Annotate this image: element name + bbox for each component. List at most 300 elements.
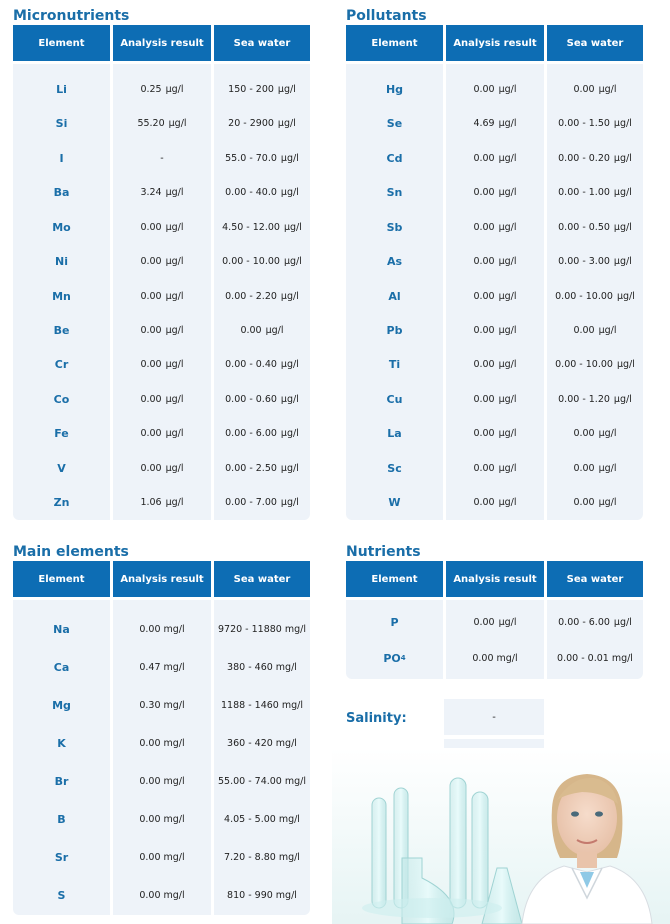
sea-water-cell <box>547 417 643 451</box>
sea-water-value: 4.05 - 5.00 mg/l <box>224 814 300 826</box>
sea-water-value: 0.00 <box>573 325 595 337</box>
sea-water-value: 360 - 420 mg/l <box>227 737 297 749</box>
sea-water-unit: µg/l <box>277 118 296 130</box>
element-symbol-text: Co <box>53 392 70 406</box>
element-symbol <box>13 175 110 209</box>
header-analysis: Analysis result <box>446 561 544 597</box>
sea-water-value: 380 - 460 mg/l <box>227 661 297 673</box>
analysis-unit: µg/l <box>165 462 184 474</box>
analysis-value: 0.25 <box>140 83 162 95</box>
analysis-unit: µg/l <box>498 393 517 405</box>
sea-water-unit: µg/l <box>280 187 299 199</box>
sea-water-unit: µg/l <box>283 256 302 268</box>
sea-water-cell <box>214 141 310 175</box>
analysis-value: 0.00 <box>140 256 162 268</box>
element-symbol-text: I <box>59 151 64 165</box>
nutrients-table <box>346 561 643 679</box>
header-element: Element <box>13 25 110 61</box>
header-sea-water: Sea water <box>214 561 310 597</box>
element-symbol-text: Hg <box>385 82 404 96</box>
sea-water-unit: µg/l <box>613 152 632 164</box>
sea-water-value: 0.00 <box>573 497 595 509</box>
analysis-unit: µg/l <box>498 256 517 268</box>
sea-water-cell <box>214 382 310 416</box>
analysis-value: 0.00 mg/l <box>139 852 185 864</box>
sea-water-cell <box>547 604 643 640</box>
analysis-value: 0.00 <box>140 359 162 371</box>
element-symbol <box>346 175 443 209</box>
element-symbol-text: Al <box>388 289 401 303</box>
element-symbol <box>13 610 110 648</box>
analysis-value: 0.00 <box>473 393 495 405</box>
sea-water-cell <box>214 72 310 106</box>
analysis-result-cell <box>446 313 544 347</box>
element-symbol-text: Sr <box>54 851 69 865</box>
analysis-result-cell <box>113 839 211 877</box>
analysis-result-cell <box>446 348 544 382</box>
sea-water-value: 55.00 - 74.00 mg/l <box>217 776 306 788</box>
analysis-result-cell <box>113 801 211 839</box>
sea-water-cell <box>547 640 643 676</box>
element-symbol <box>346 417 443 451</box>
analysis-result-cell <box>446 451 544 485</box>
table-body <box>13 64 310 520</box>
table-header <box>346 561 643 597</box>
element-symbol <box>13 801 110 839</box>
sea-water-cell <box>547 486 643 520</box>
analysis-unit: µg/l <box>498 462 517 474</box>
sea-water-cell <box>547 451 643 485</box>
analysis-result-cell <box>446 417 544 451</box>
sea-water-cell <box>214 610 310 648</box>
analysis-result-cell <box>113 382 211 416</box>
analysis-result-cell <box>113 763 211 801</box>
main-elements-title: Main elements <box>13 544 129 560</box>
sea-water-cell <box>547 313 643 347</box>
analysis-value: 3.24 <box>140 187 162 199</box>
element-symbol-text: Na <box>53 622 70 636</box>
element-symbol <box>13 313 110 347</box>
sea-water-unit: µg/l <box>265 325 284 337</box>
element-symbol-text: La <box>387 427 402 441</box>
analysis-value: 0.00 <box>473 497 495 509</box>
header-sea-water: Sea water <box>214 25 310 61</box>
sea-water-unit: µg/l <box>280 152 299 164</box>
element-symbol <box>13 877 110 915</box>
analysis-result-cell <box>113 175 211 209</box>
element-symbol-text: Mg <box>52 698 71 712</box>
analysis-value: 0.00 <box>473 83 495 95</box>
sea-water-unit: µg/l <box>283 221 302 233</box>
analysis-value: 1.06 <box>140 497 162 509</box>
sea-water-cell <box>547 175 643 209</box>
header-analysis: Analysis result <box>113 25 211 61</box>
element-symbol <box>13 486 110 520</box>
sea-water-unit: µg/l <box>598 428 617 440</box>
element-symbol-text: V <box>57 461 66 475</box>
element-symbol <box>346 486 443 520</box>
analysis-unit: µg/l <box>168 118 187 130</box>
sea-water-value: 0.00 - 7.00 <box>225 497 277 509</box>
analysis-result-cell <box>113 686 211 724</box>
sea-water-value: 0.00 - 10.00 <box>555 359 613 371</box>
element-symbol <box>13 210 110 244</box>
sea-water-value: 0.00 <box>573 83 595 95</box>
pollutants-section <box>346 7 643 517</box>
analysis-result-cell <box>113 417 211 451</box>
element-symbol-text: Sb <box>386 220 403 234</box>
element-symbol <box>346 382 443 416</box>
sea-water-value: 0.00 - 1.50 <box>558 118 610 130</box>
sea-water-unit: µg/l <box>277 83 296 95</box>
sea-water-unit: µg/l <box>616 359 635 371</box>
analysis-value: 0.00 mg/l <box>139 623 185 635</box>
analysis-result-cell <box>113 106 211 140</box>
analysis-value: 0.00 <box>140 290 162 302</box>
element-symbol-text: Sc <box>387 461 402 475</box>
element-symbol <box>13 382 110 416</box>
sea-water-cell <box>214 451 310 485</box>
element-symbol-text: Ni <box>55 255 68 269</box>
element-symbol-text: Se <box>386 117 403 131</box>
nutrients-title: Nutrients <box>346 544 421 560</box>
element-symbol <box>346 244 443 278</box>
sea-water-cell <box>547 279 643 313</box>
analysis-unit: µg/l <box>498 290 517 302</box>
analysis-value: 0.00 <box>140 221 162 233</box>
header-element: Element <box>346 561 443 597</box>
sea-water-unit: µg/l <box>598 83 617 95</box>
analysis-unit: µg/l <box>498 118 517 130</box>
sea-water-cell <box>547 106 643 140</box>
analysis-unit: µg/l <box>498 83 517 95</box>
header-sea-water: Sea water <box>547 561 643 597</box>
analysis-result-cell <box>446 244 544 278</box>
header-element: Element <box>346 25 443 61</box>
element-column <box>13 600 110 915</box>
analysis-unit: µg/l <box>165 187 184 199</box>
sea-water-column <box>547 600 643 679</box>
element-symbol <box>13 279 110 313</box>
element-symbol <box>346 106 443 140</box>
analysis-result-cell <box>113 313 211 347</box>
sea-water-value: 0.00 - 0.40 <box>225 359 277 371</box>
analysis-value: 0.00 <box>473 256 495 268</box>
sea-water-value: 0.00 - 0.20 <box>558 152 610 164</box>
element-symbol-text: Ca <box>53 660 70 674</box>
table-header <box>13 25 310 61</box>
sea-water-cell <box>547 382 643 416</box>
analysis-unit: µg/l <box>165 83 184 95</box>
analysis-value: 0.00 <box>473 325 495 337</box>
element-symbol <box>13 724 110 762</box>
analysis-unit: µg/l <box>498 497 517 509</box>
analysis-result-cell <box>446 279 544 313</box>
sea-water-value: 0.00 - 6.00 <box>225 428 277 440</box>
analysis-result-cell <box>113 244 211 278</box>
table-body <box>346 600 643 679</box>
analysis-value: 0.00 <box>473 152 495 164</box>
element-symbol <box>346 72 443 106</box>
header-sea-water: Sea water <box>547 25 643 61</box>
analysis-unit: µg/l <box>498 428 517 440</box>
sea-water-value: 0.00 - 10.00 <box>555 290 613 302</box>
analysis-result-cell <box>446 141 544 175</box>
analysis-value: 0.00 mg/l <box>139 890 185 902</box>
sea-water-cell <box>214 106 310 140</box>
sea-water-value: 150 - 200 <box>228 83 274 95</box>
element-symbol-text: Mn <box>52 289 71 303</box>
element-column <box>346 64 443 520</box>
analysis-result-cell <box>113 279 211 313</box>
sea-water-cell <box>547 141 643 175</box>
element-symbol-text: Zn <box>53 496 70 510</box>
element-symbol-text: Pb <box>386 324 403 338</box>
sea-water-unit: µg/l <box>613 221 632 233</box>
sea-water-value: 9720 - 11880 mg/l <box>217 623 306 635</box>
analysis-value: 0.00 <box>140 428 162 440</box>
sea-water-value: 0.00 - 0.50 <box>558 221 610 233</box>
element-symbol <box>13 686 110 724</box>
sea-water-cell <box>214 801 310 839</box>
analysis-result-cell <box>113 72 211 106</box>
analysis-unit: µg/l <box>165 256 184 268</box>
element-column <box>346 600 443 679</box>
salinity-label: Salinity: <box>346 711 407 726</box>
pollutants-title: Pollutants <box>346 8 427 24</box>
element-symbol-text: S <box>57 889 66 903</box>
element-symbol-text: As <box>386 255 403 269</box>
sea-water-unit: µg/l <box>613 187 632 199</box>
element-symbol <box>13 106 110 140</box>
sea-water-value: 0.00 <box>573 428 595 440</box>
sea-water-unit: µg/l <box>598 497 617 509</box>
lab-scientist-photo <box>332 748 670 924</box>
sea-water-cell <box>214 348 310 382</box>
sea-water-unit: µg/l <box>613 118 632 130</box>
element-symbol-text: Si <box>55 117 68 131</box>
analysis-result-cell <box>446 486 544 520</box>
element-symbol <box>13 417 110 451</box>
analysis-unit: µg/l <box>498 325 517 337</box>
analysis-result-cell <box>446 106 544 140</box>
table-body <box>13 600 310 915</box>
sea-water-cell <box>214 877 310 915</box>
sea-water-value: 7.20 - 8.80 mg/l <box>224 852 300 864</box>
analysis-result-cell <box>446 175 544 209</box>
element-subscript: 4 <box>400 654 406 662</box>
analysis-value: 55.20 <box>137 118 165 130</box>
sea-water-value: 810 - 990 mg/l <box>227 890 297 902</box>
main-elements-section <box>13 543 310 923</box>
sea-water-cell <box>214 313 310 347</box>
element-symbol <box>346 313 443 347</box>
element-symbol <box>346 141 443 175</box>
analysis-value: 4.69 <box>473 118 495 130</box>
sea-water-cell <box>214 175 310 209</box>
pollutants-table <box>346 25 643 520</box>
sea-water-value: 4.50 - 12.00 <box>222 221 280 233</box>
sea-water-column <box>214 600 310 915</box>
table-header <box>346 25 643 61</box>
sea-water-cell <box>214 648 310 686</box>
element-symbol <box>13 141 110 175</box>
micronutrients-section <box>13 7 310 517</box>
analysis-column <box>113 64 211 520</box>
salinity-value: - <box>444 699 544 735</box>
sea-water-unit: µg/l <box>280 393 299 405</box>
micronutrients-title: Micronutrients <box>13 8 130 24</box>
sea-water-column <box>547 64 643 520</box>
sea-water-value: 0.00 - 1.20 <box>558 393 610 405</box>
sea-water-unit: µg/l <box>613 393 632 405</box>
sea-water-cell <box>214 724 310 762</box>
element-symbol <box>13 72 110 106</box>
analysis-value: 0.00 <box>473 616 495 628</box>
element-symbol <box>13 348 110 382</box>
analysis-unit: µg/l <box>498 221 517 233</box>
sea-water-cell <box>214 279 310 313</box>
sea-water-cell <box>214 839 310 877</box>
nutrients-section <box>346 543 643 683</box>
analysis-result-cell <box>113 348 211 382</box>
sea-water-cell <box>214 486 310 520</box>
analysis-value: 0.00 mg/l <box>139 814 185 826</box>
lab-scientist-illustration <box>332 748 670 924</box>
analysis-value: 0.00 <box>473 428 495 440</box>
analysis-unit: µg/l <box>498 187 517 199</box>
sea-water-cell <box>214 210 310 244</box>
analysis-value: 0.00 <box>140 325 162 337</box>
analysis-result-cell <box>113 141 211 175</box>
element-symbol <box>13 763 110 801</box>
micronutrients-table <box>13 25 310 520</box>
analysis-unit: µg/l <box>165 359 184 371</box>
element-symbol-text: PO <box>383 651 401 665</box>
analysis-unit: µg/l <box>165 428 184 440</box>
element-symbol <box>13 244 110 278</box>
element-symbol <box>346 348 443 382</box>
sea-water-unit: µg/l <box>280 462 299 474</box>
analysis-result-cell <box>113 648 211 686</box>
element-symbol <box>346 604 443 640</box>
analysis-result-cell <box>113 610 211 648</box>
element-symbol <box>346 279 443 313</box>
element-column <box>13 64 110 520</box>
analysis-value: 0.00 mg/l <box>139 776 185 788</box>
analysis-unit: µg/l <box>165 325 184 337</box>
element-symbol <box>346 210 443 244</box>
sea-water-value: 0.00 <box>573 462 595 474</box>
sea-water-unit: µg/l <box>613 256 632 268</box>
element-symbol-text: Mo <box>52 220 71 234</box>
sea-water-cell <box>214 417 310 451</box>
sea-water-cell <box>214 686 310 724</box>
analysis-value: 0.00 <box>473 290 495 302</box>
element-symbol-text: Br <box>54 775 69 789</box>
element-symbol-text: Li <box>56 82 67 96</box>
sea-water-value: 0.00 - 6.00 <box>558 616 610 628</box>
analysis-result-cell <box>113 210 211 244</box>
analysis-value: 0.00 <box>473 187 495 199</box>
analysis-value: 0.00 mg/l <box>472 652 518 664</box>
analysis-unit: µg/l <box>165 221 184 233</box>
element-symbol-text: Cd <box>386 151 403 165</box>
sea-water-value: 0.00 - 3.00 <box>558 256 610 268</box>
analysis-result-cell <box>113 451 211 485</box>
element-symbol-text: Ti <box>388 358 401 372</box>
sea-water-unit: µg/l <box>280 290 299 302</box>
sea-water-cell <box>214 763 310 801</box>
analysis-unit: µg/l <box>498 152 517 164</box>
analysis-value: 0.00 <box>473 462 495 474</box>
sea-water-cell <box>547 72 643 106</box>
sea-water-value: 0.00 - 0.01 mg/l <box>557 652 633 664</box>
element-symbol-text: Cu <box>386 392 403 406</box>
sea-water-value: 20 - 2900 <box>228 118 274 130</box>
analysis-result-cell <box>113 486 211 520</box>
sea-water-unit: µg/l <box>616 290 635 302</box>
analysis-value: 0.00 mg/l <box>139 737 185 749</box>
sea-water-value: 0.00 - 2.20 <box>225 290 277 302</box>
analysis-result-cell <box>113 877 211 915</box>
sea-water-value: 0.00 - 10.00 <box>222 256 280 268</box>
analysis-value: 0.47 mg/l <box>139 661 185 673</box>
analysis-result-cell <box>446 72 544 106</box>
sea-water-value: 0.00 - 1.00 <box>558 187 610 199</box>
analysis-column <box>446 64 544 520</box>
element-symbol-text: Cr <box>54 358 69 372</box>
table-body <box>346 64 643 520</box>
element-symbol-text: Fe <box>54 427 69 441</box>
analysis-column <box>113 600 211 915</box>
analysis-unit: µg/l <box>165 393 184 405</box>
analysis-unit: µg/l <box>498 359 517 371</box>
analysis-value: 0.00 <box>473 359 495 371</box>
element-symbol <box>346 451 443 485</box>
sea-water-cell <box>547 348 643 382</box>
sea-water-cell <box>547 244 643 278</box>
sea-water-value: 1188 - 1460 mg/l <box>221 699 303 711</box>
analysis-result-cell <box>446 604 544 640</box>
element-symbol-text: K <box>57 736 66 750</box>
element-symbol-text: Ba <box>53 186 70 200</box>
analysis-result-cell <box>446 640 544 676</box>
analysis-result-cell <box>113 724 211 762</box>
sea-water-unit: µg/l <box>280 359 299 371</box>
analysis-value: - <box>160 152 164 164</box>
sea-water-unit: µg/l <box>613 616 632 628</box>
sea-water-value: 0.00 - 0.60 <box>225 393 277 405</box>
analysis-value: 0.30 mg/l <box>139 699 185 711</box>
sea-water-unit: µg/l <box>598 325 617 337</box>
table-header <box>13 561 310 597</box>
analysis-result-cell <box>446 210 544 244</box>
sea-water-value: 55.0 - 70.0 <box>225 152 277 164</box>
element-symbol-text: B <box>57 813 66 827</box>
element-symbol-text: Be <box>53 324 70 338</box>
element-symbol-text: Sn <box>386 186 403 200</box>
sea-water-value: 0.00 <box>240 325 262 337</box>
analysis-result-cell <box>446 382 544 416</box>
element-symbol <box>346 640 443 676</box>
main-elements-table <box>13 561 310 915</box>
analysis-column <box>446 600 544 679</box>
analysis-value: 0.00 <box>140 462 162 474</box>
header-analysis: Analysis result <box>446 25 544 61</box>
analysis-unit: µg/l <box>165 290 184 302</box>
analysis-unit: µg/l <box>498 616 517 628</box>
